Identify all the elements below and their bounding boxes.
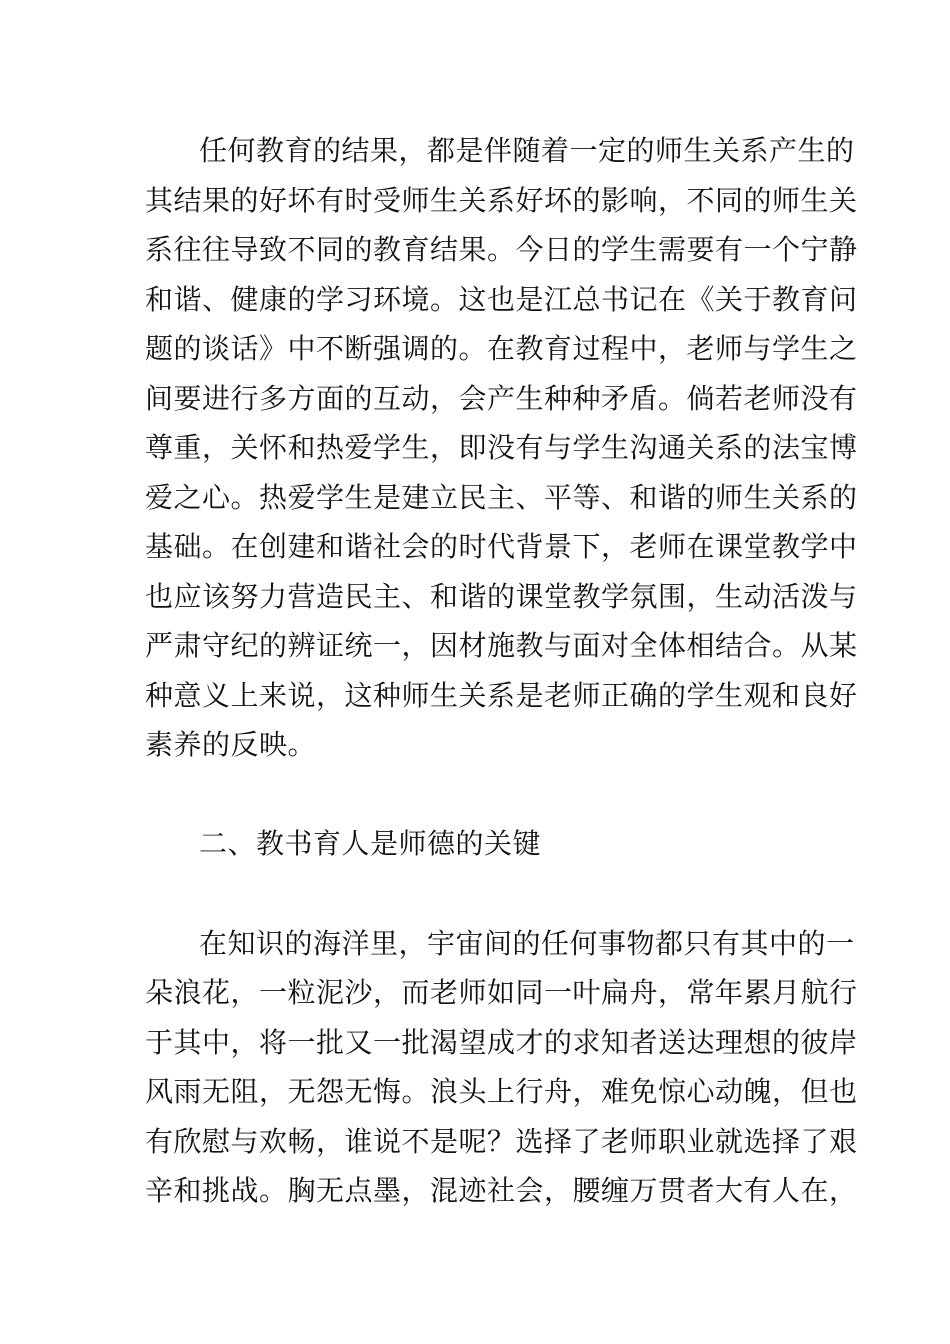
paragraph-1-line-11: 严肃守纪的辨证统一，因材施教与面对全体相结合。从某	[145, 629, 858, 662]
paragraph-2-line-2: 朵浪花，一粒泥沙，而老师如同一叶扁舟，常年累月航行	[145, 976, 858, 1009]
paragraph-1-line-7: 尊重，关怀和热爱学生，即没有与学生沟通关系的法宝博	[145, 431, 858, 464]
section-heading: 二、教书育人是师德的关键	[199, 827, 542, 860]
paragraph-2-line-6: 辛和挑战。胸无点墨，混迹社会，腰缠万贯者大有人在，	[145, 1174, 858, 1207]
paragraph-1-line-3: 系往往导致不同的教育结果。今日的学生需要有一个宁静	[145, 233, 858, 266]
paragraph-2-line-4: 风雨无阻，无怨无悔。浪头上行舟，难免惊心动魄，但也	[145, 1075, 858, 1108]
paragraph-1-line-6: 间要进行多方面的互动，会产生种种矛盾。倘若老师没有	[145, 382, 858, 415]
paragraph-1-line-8: 爱之心。热爱学生是建立民主、平等、和谐的师生关系的	[145, 481, 858, 514]
paragraph-1-line-1: 任何教育的结果，都是伴随着一定的师生关系产生的	[199, 134, 855, 167]
paragraph-1-line-12: 种意义上来说，这种师生关系是老师正确的学生观和良好	[145, 679, 858, 712]
paragraph-2-line-1: 在知识的海洋里，宇宙间的任何事物都只有其中的一	[199, 927, 855, 960]
paragraph-1-line-10: 也应该努力营造民主、和谐的课堂教学氛围，生动活泼与	[145, 580, 858, 613]
paragraph-1-line-2: 其结果的好坏有时受师生关系好坏的影响，不同的师生关	[145, 184, 858, 217]
paragraph-1-line-9: 基础。在创建和谐社会的时代背景下，老师在课堂教学中	[145, 530, 858, 563]
paragraph-1-line-5: 题的谈话》中不断强调的。在教育过程中，老师与学生之	[145, 332, 858, 365]
paragraph-2-line-3: 于其中，将一批又一批渴望成才的求知者送达理想的彼岸	[145, 1026, 858, 1059]
paragraph-1-line-4: 和谐、健康的学习环境。这也是江总书记在《关于教育问	[145, 283, 858, 316]
paragraph-2-line-5: 有欣慰与欢畅，谁说不是呢？选择了老师职业就选择了艰	[145, 1125, 858, 1158]
paragraph-1-line-13: 素养的反映。	[145, 728, 317, 761]
